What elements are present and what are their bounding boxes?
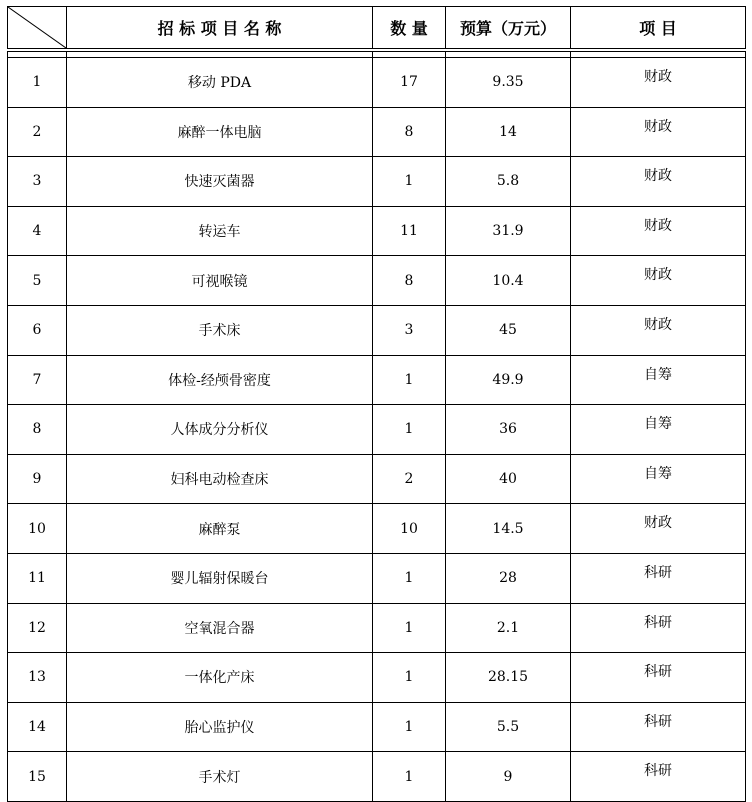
header-separator xyxy=(8,50,746,58)
project-source: 自筹 xyxy=(571,454,746,504)
row-number: 10 xyxy=(8,504,67,554)
budget: 45 xyxy=(446,305,571,355)
project-source: 财政 xyxy=(571,107,746,157)
table-row xyxy=(8,206,746,256)
diagonal-header-cell xyxy=(8,7,67,51)
item-name: 快速灭菌器 xyxy=(67,157,373,207)
quantity: 10 xyxy=(373,504,446,554)
quantity: 1 xyxy=(373,752,446,802)
table-row xyxy=(8,752,746,802)
project-source: 财政 xyxy=(571,58,746,108)
project-source: 自筹 xyxy=(571,405,746,455)
row-number: 13 xyxy=(8,653,67,703)
quantity: 1 xyxy=(373,157,446,207)
budget: 28.15 xyxy=(446,653,571,703)
item-name: 转运车 xyxy=(67,206,373,256)
budget: 5.8 xyxy=(446,157,571,207)
item-name: 麻醉泵 xyxy=(67,504,373,554)
budget: 40 xyxy=(446,454,571,504)
item-name: 人体成分分析仪 xyxy=(67,405,373,455)
table-row xyxy=(8,107,746,157)
row-number: 11 xyxy=(8,553,67,603)
project-source: 财政 xyxy=(571,256,746,306)
quantity: 17 xyxy=(373,58,446,108)
row-number: 8 xyxy=(8,405,67,455)
row-number: 3 xyxy=(8,157,67,207)
item-name: 可视喉镜 xyxy=(67,256,373,306)
item-name: 胎心监护仪 xyxy=(67,702,373,752)
table-row xyxy=(8,256,746,306)
header-quantity: 数 量 xyxy=(373,7,446,51)
table-row xyxy=(8,305,746,355)
project-source: 财政 xyxy=(571,504,746,554)
quantity: 1 xyxy=(373,355,446,405)
item-name: 体检-经颅骨密度 xyxy=(67,355,373,405)
quantity: 1 xyxy=(373,553,446,603)
header-row xyxy=(8,7,746,51)
table-row xyxy=(8,405,746,455)
budget: 36 xyxy=(446,405,571,455)
budget: 5.5 xyxy=(446,702,571,752)
project-source: 财政 xyxy=(571,206,746,256)
item-name: 一体化产床 xyxy=(67,653,373,703)
row-number: 6 xyxy=(8,305,67,355)
project-source: 科研 xyxy=(571,553,746,603)
project-source: 科研 xyxy=(571,653,746,703)
quantity: 11 xyxy=(373,206,446,256)
table-row xyxy=(8,355,746,405)
quantity: 3 xyxy=(373,305,446,355)
quantity: 1 xyxy=(373,702,446,752)
table-row xyxy=(8,157,746,207)
row-number: 9 xyxy=(8,454,67,504)
row-number: 5 xyxy=(8,256,67,306)
budget: 14.5 xyxy=(446,504,571,554)
row-number: 1 xyxy=(8,58,67,108)
project-source: 财政 xyxy=(571,157,746,207)
table-row xyxy=(8,504,746,554)
quantity: 1 xyxy=(373,653,446,703)
row-number: 12 xyxy=(8,603,67,653)
project-source: 财政 xyxy=(571,305,746,355)
quantity: 8 xyxy=(373,256,446,306)
table-row xyxy=(8,603,746,653)
row-number: 4 xyxy=(8,206,67,256)
budget: 14 xyxy=(446,107,571,157)
project-source: 自筹 xyxy=(571,355,746,405)
item-name: 空氧混合器 xyxy=(67,603,373,653)
quantity: 1 xyxy=(373,603,446,653)
budget: 31.9 xyxy=(446,206,571,256)
budget: 28 xyxy=(446,553,571,603)
item-name: 婴儿辐射保暖台 xyxy=(67,553,373,603)
row-number: 2 xyxy=(8,107,67,157)
budget: 10.4 xyxy=(446,256,571,306)
budget: 49.9 xyxy=(446,355,571,405)
item-name: 麻醉一体电脑 xyxy=(67,107,373,157)
table-row xyxy=(8,653,746,703)
project-source: 科研 xyxy=(571,752,746,802)
item-name: 手术床 xyxy=(67,305,373,355)
header-item-name: 招 标 项 目 名 称 xyxy=(67,7,373,51)
header-budget: 预算（万元） xyxy=(446,7,571,51)
table-row xyxy=(8,58,746,108)
table-row xyxy=(8,702,746,752)
budget: 9 xyxy=(446,752,571,802)
item-name: 移动 PDA xyxy=(67,58,373,108)
quantity: 8 xyxy=(373,107,446,157)
quantity: 2 xyxy=(373,454,446,504)
table-row xyxy=(8,454,746,504)
project-source: 科研 xyxy=(571,603,746,653)
row-number: 7 xyxy=(8,355,67,405)
row-number: 14 xyxy=(8,702,67,752)
diagonal-line xyxy=(8,7,66,48)
quantity: 1 xyxy=(373,405,446,455)
tender-table xyxy=(7,6,746,802)
item-name: 妇科电动检查床 xyxy=(67,454,373,504)
header-project: 项 目 xyxy=(571,7,746,51)
budget: 2.1 xyxy=(446,603,571,653)
table-row xyxy=(8,553,746,603)
budget: 9.35 xyxy=(446,58,571,108)
table-body xyxy=(8,58,746,802)
item-name: 手术灯 xyxy=(67,752,373,802)
row-number: 15 xyxy=(8,752,67,802)
project-source: 科研 xyxy=(571,702,746,752)
